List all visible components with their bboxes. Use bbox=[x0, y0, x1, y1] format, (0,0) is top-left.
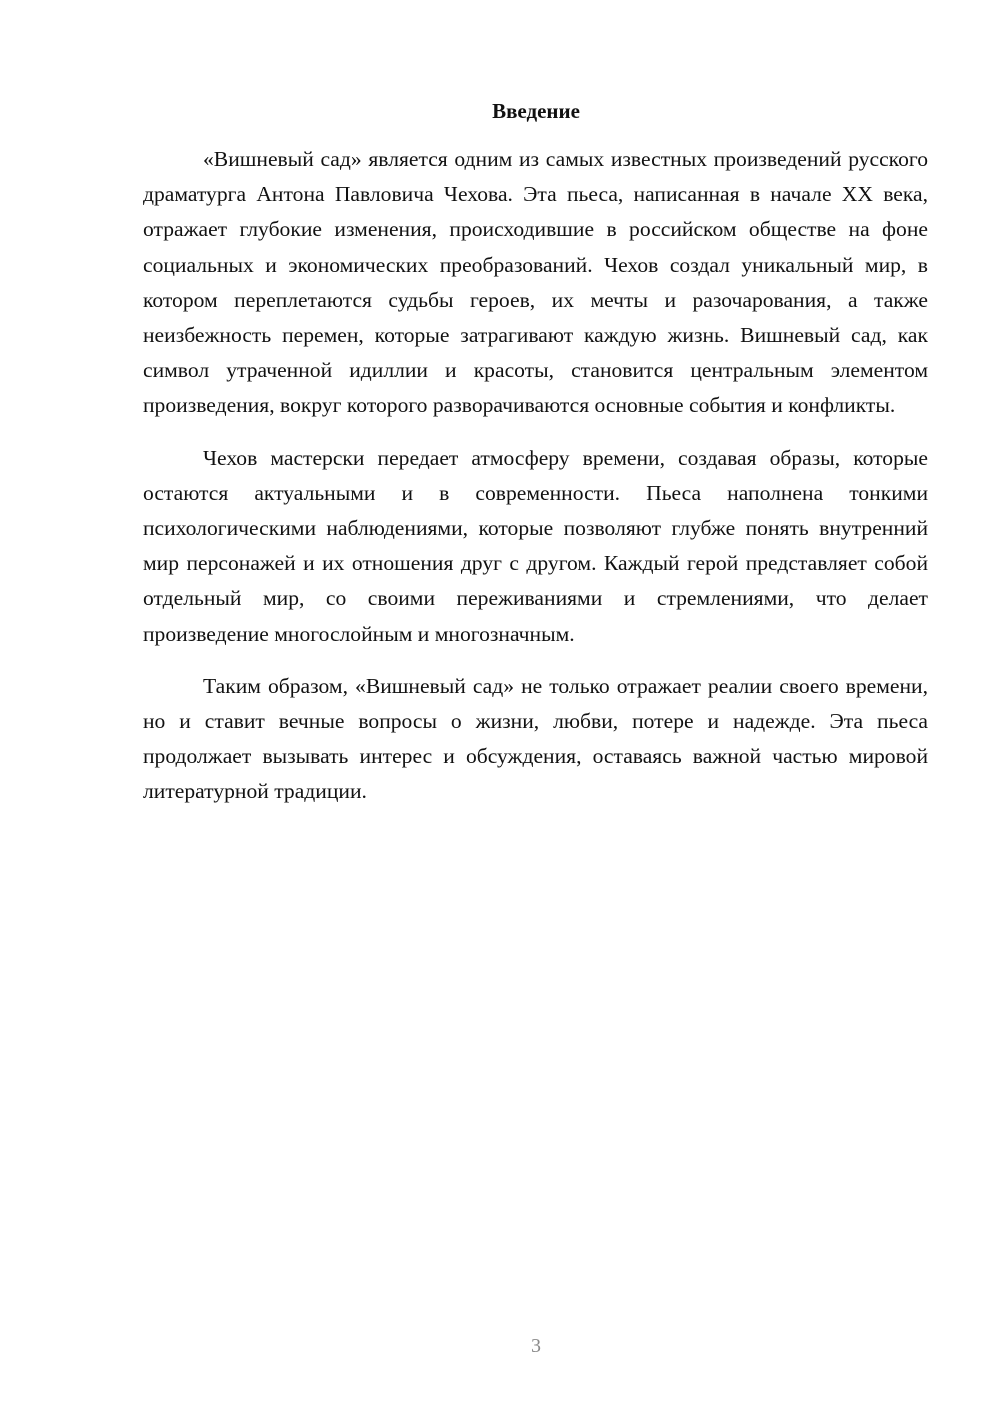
section-heading: Введение bbox=[492, 99, 580, 123]
paragraph-1: «Вишневый сад» является одним из самых известных произведений русского драматурга Антона Павловича Чехова. Эта пьеса, написанная в начале XX века, отражает глубокие изменения, происходившие в российском обществе на фоне социальных и экономических преобразований. Чехов создал уникальный мир, в котором переплетаются судьбы героев, их мечты и разочарования, а также неизбежность перемен, которые затрагивают каждую жизнь. Вишневый сад, как символ утраченной идиллии и красоты, становится центральным элементом произведения, вокруг которого разворачиваются основные события и конфликты. bbox=[143, 147, 928, 418]
body-text bbox=[143, 142, 928, 810]
page-number: 3 bbox=[531, 1335, 541, 1357]
paragraph-2: Чехов мастерски передает атмосферу времени, создавая образы, которые остаются актуальными и в современности. Пьеса наполнена тонкими психологическими наблюдениями, которые позволяют глубже понять внутренний мир персонажей и их отношения друг с другом. Каждый герой представляет собой отдельный мир, со своими переживаниями и стремлениями, что делает произведение многослойным и многозначным. bbox=[143, 445, 928, 646]
paragraph-3: Таким образом, «Вишневый сад» не только отражает реалии своего времени, но и ставит вечные вопросы о жизни, любви, потере и надежде. Эта пьеса продолжает вызывать интерес и обсуждения, оставаясь важной частью мировой литературной традиции. bbox=[143, 673, 928, 804]
